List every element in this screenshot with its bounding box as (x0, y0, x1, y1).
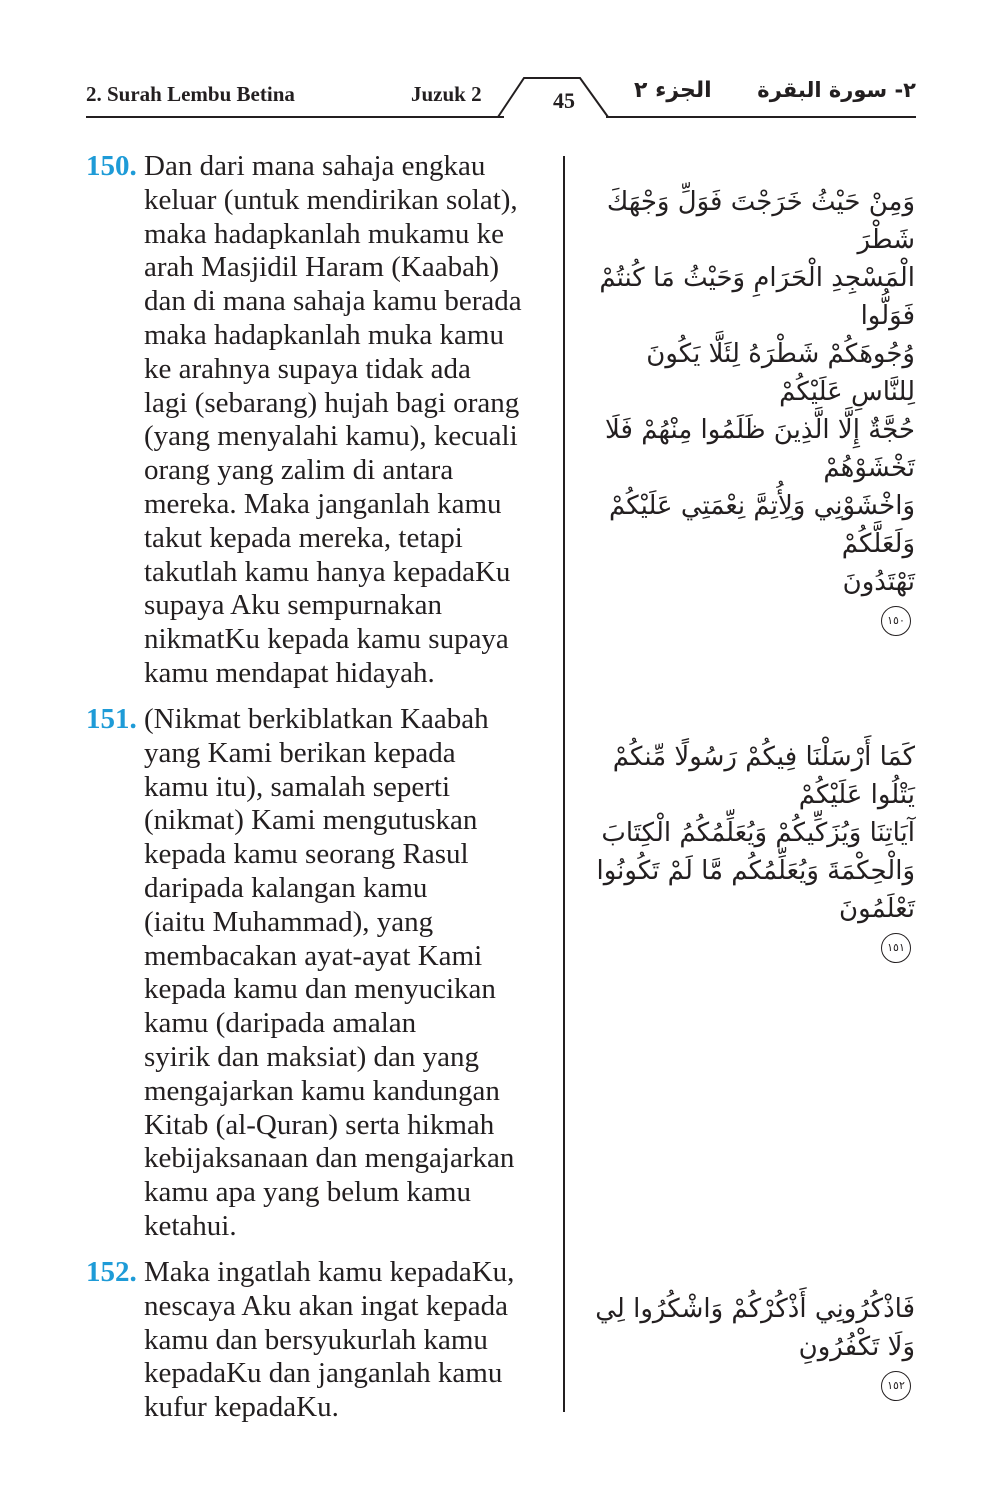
header-rule-right (606, 116, 916, 118)
verse-151-arabic (585, 700, 915, 966)
verse-151-translation (86, 703, 556, 1244)
arabic-text: فَاذْكُرُونِي أَذْكُرْكُمْ وَاشْكُرُوا لِي وَلَا تَكْفُرُونِ (595, 1294, 915, 1362)
arabic-text: وَمِنْ حَيْثُ خَرَجْتَ فَوَلِّ وَجْهَكَ شَطْرَ الْمَسْجِدِ الْحَرَامِ وَحَيْثُ مَا كُنتُمْ فَوَلُّوا وُجُوهَكُمْ شَطْرَهُ لِئَلَّا يَكُونَ لِلنَّاسِ عَلَيْكُمْ حُجَّةٌ إِلَّا الَّذِينَ ظَلَمُوا مِنْهُمْ فَلَا تَخْشَوْهُمْ وَاخْشَوْنِي وَلِأُتِمَّ نِعْمَتِي عَلَيْكُمْ وَلَعَلَّكُمْ تَهْتَدُونَ (599, 187, 915, 597)
ayah-end-marker: ١٥٢ (881, 1371, 911, 1401)
juzuk-label: Juzuk 2 (411, 82, 482, 106)
verse-number: 152. (86, 1256, 137, 1288)
page-number: 45 (553, 88, 575, 113)
column-divider (563, 156, 565, 1412)
verse-150-translation (86, 150, 556, 691)
verse-text: Maka ingatlah kamu kepadaKu, nescaya Aku akan ingat kepada kamu dan bersyukurlah kamu kepadaKu dan janganlah kamu kufur kepadaKu. (144, 1256, 515, 1424)
verse-text: Dan dari mana sahaja engkau keluar (untuk mendirikan solat), maka hadapkanlah mukamu ke arah Masjidil Haram (Kaabah) dan di mana sahaja kamu berada maka hadapkanlah muka kamu ke arahnya supaya tidak ada lagi (sebarang) hujah bagi orang (yang menyalahi kamu), kecuali orang yang zalim di antara mereka. Maka janganlah kamu takut kepada mereka, tetapi takutlah kamu hanya kepadaKu supaya Aku sempurnakan nikmatKu kepada kamu supaya kamu mendapat hidayah. (144, 150, 522, 689)
verse-150-arabic (585, 145, 915, 639)
surah-title: 2. Surah Lembu Betina (86, 82, 295, 106)
arabic-surah-title: ٢- سورة البقرة (757, 78, 916, 102)
verse-text: (Nikmat berkiblatkan Kaabah yang Kami berikan kepada kamu itu), samalah seperti (nikmat) Kami mengutuskan kepada kamu seorang Rasul daripada kalangan kamu (iaitu Muhammad), yang membacakan ayat-ayat Kami kepada kamu dan menyucikan kamu (daripada amalan syirik dan maksiat) dan yang mengajarkan kamu kandungan Kitab (al-Quran) serta hikmah kebijaksanaan dan mengajarkan kamu apa yang belum kamu ketahui. (144, 703, 515, 1242)
ayah-end-marker: ١٥٠ (881, 606, 911, 636)
arabic-text: كَمَا أَرْسَلْنَا فِيكُمْ رَسُولًا مِّنكُمْ يَتْلُوا عَلَيْكُمْ آيَاتِنَا وَيُزَكِّيكُمْ وَيُعَلِّمُكُمُ الْكِتَابَ وَالْحِكْمَةَ وَيُعَلِّمُكُم مَّا لَمْ تَكُونُوا تَعْلَمُونَ (596, 742, 915, 924)
verse-152-arabic (585, 1252, 915, 1404)
verse-number: 151. (86, 703, 137, 735)
header-rule-left (86, 116, 504, 118)
verse-152-translation (86, 1256, 556, 1425)
ayah-end-marker: ١٥١ (881, 933, 911, 963)
arabic-juz-label: الجزء ٢ (634, 78, 712, 103)
verse-number: 150. (86, 150, 137, 182)
